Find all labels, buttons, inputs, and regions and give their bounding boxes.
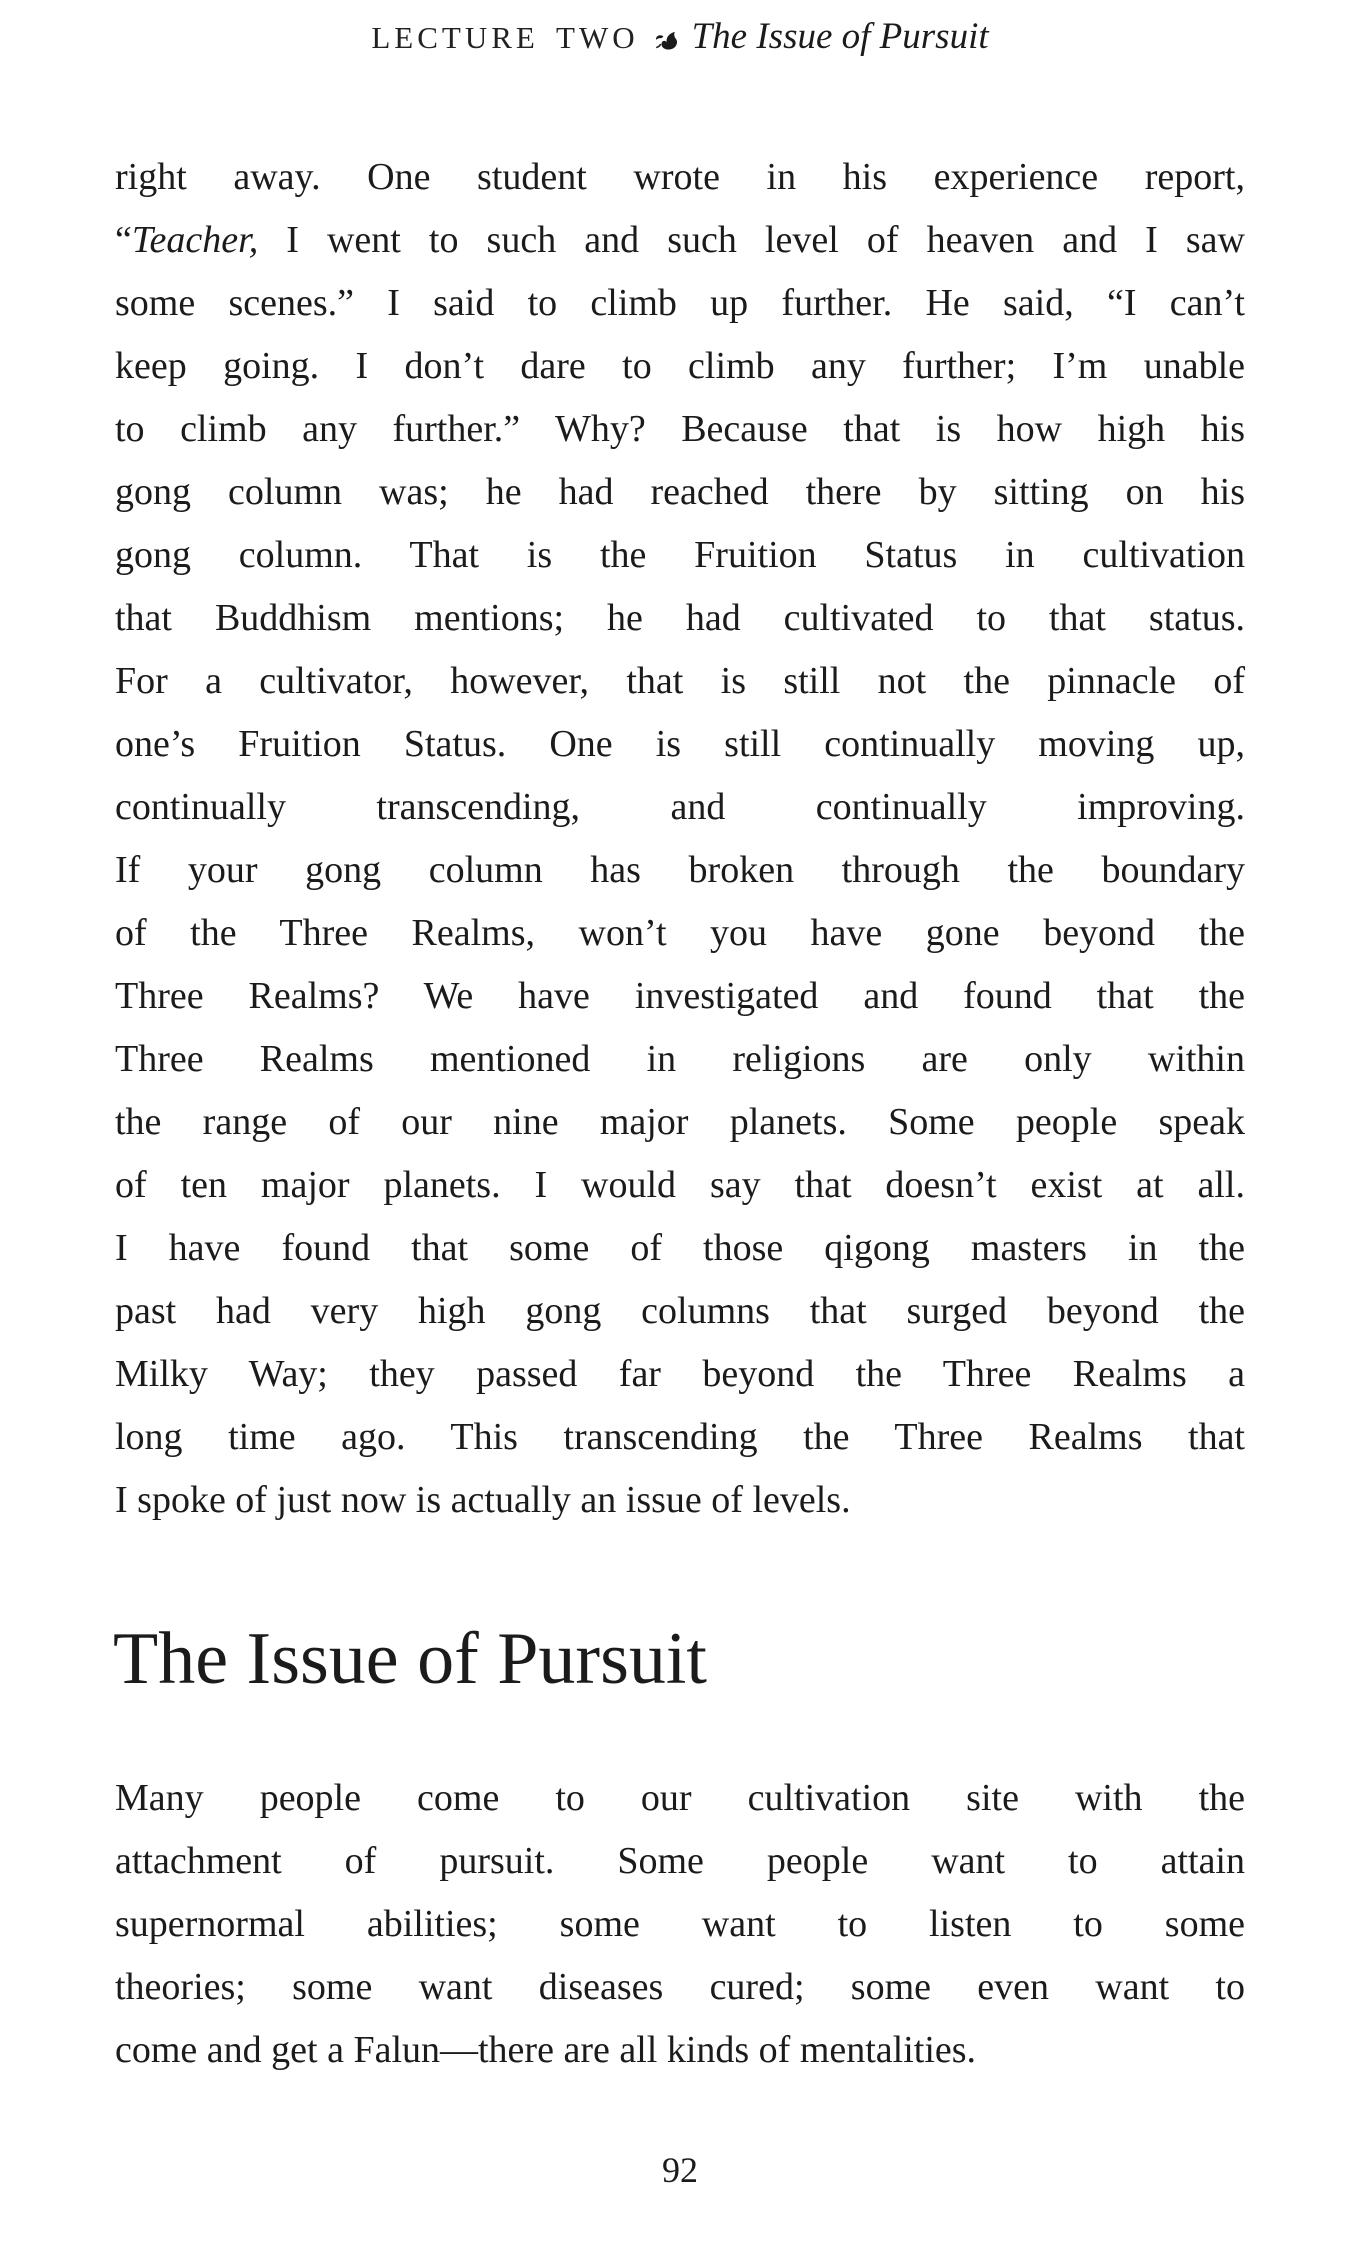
text-line: come and get a Falun—there are all kinds of mentalities.	[115, 2029, 977, 2071]
text-line: continually transcending, and continually improving.	[115, 786, 1245, 828]
body-paragraph-2	[115, 1767, 1245, 2082]
text-segment: “	[115, 219, 132, 261]
italic-text-segment: Teacher,	[131, 219, 259, 261]
body-paragraph-1	[115, 146, 1245, 1532]
text-line: keep going. I don’t dare to climb any further; I’m unable	[115, 345, 1245, 387]
text-line: I have found that some of those qigong masters in the	[115, 1227, 1245, 1269]
text-line: attachment of pursuit. Some people want to attain	[115, 1840, 1245, 1882]
text-line: of the Three Realms, won’t you have gone beyond the	[115, 912, 1245, 954]
text-segment: I went to such and such level of heaven and I saw	[258, 219, 1245, 261]
text-line: one’s Fruition Status. One is still continually moving up,	[115, 723, 1245, 765]
text-line: Three Realms? We have investigated and found that the	[115, 975, 1245, 1017]
text-line: Milky Way; they passed far beyond the Three Realms a	[115, 1353, 1245, 1395]
running-head-chapter-title: The Issue of Pursuit	[691, 16, 989, 57]
text-line: past had very high gong columns that surged beyond the	[115, 1290, 1245, 1332]
text-line: supernormal abilities; some want to listen to some	[115, 1903, 1245, 1945]
text-line: If your gong column has broken through the boundary	[115, 849, 1245, 891]
text-line: Three Realms mentioned in religions are only within	[115, 1038, 1245, 1080]
text-line: gong column. That is the Fruition Status in cultivation	[115, 534, 1245, 576]
text-line: I spoke of just now is actually an issue of levels.	[115, 1479, 851, 1521]
section-heading: The Issue of Pursuit	[113, 1618, 707, 1700]
text-line: right away. One student wrote in his experience report,	[115, 156, 1245, 198]
text-line: long time ago. This transcending the Three Realms that	[115, 1416, 1245, 1458]
text-line: some scenes.” I said to climb up further. He said, “I can’t	[115, 282, 1245, 324]
text-line: that Buddhism mentions; he had cultivated to that status.	[115, 597, 1245, 639]
running-head-section-label: LECTURE TWO	[371, 20, 639, 55]
text-line: gong column was; he had reached there by sitting on his	[115, 471, 1245, 513]
text-line: of ten major planets. I would say that doesn’t exist at all.	[115, 1164, 1245, 1206]
fleuron-leaf-icon	[653, 24, 680, 51]
text-line	[115, 209, 1245, 272]
running-head	[0, 12, 1360, 69]
text-line: to climb any further.” Why? Because that is how high his	[115, 408, 1245, 450]
text-line: For a cultivator, however, that is still not the pinnacle of	[115, 660, 1245, 702]
text-line: theories; some want diseases cured; some even want to	[115, 1966, 1245, 2008]
text-line: Many people come to our cultivation site with the	[115, 1777, 1245, 1819]
page-number: 92	[662, 2150, 698, 2190]
text-line: the range of our nine major planets. Some people speak	[115, 1101, 1245, 1143]
